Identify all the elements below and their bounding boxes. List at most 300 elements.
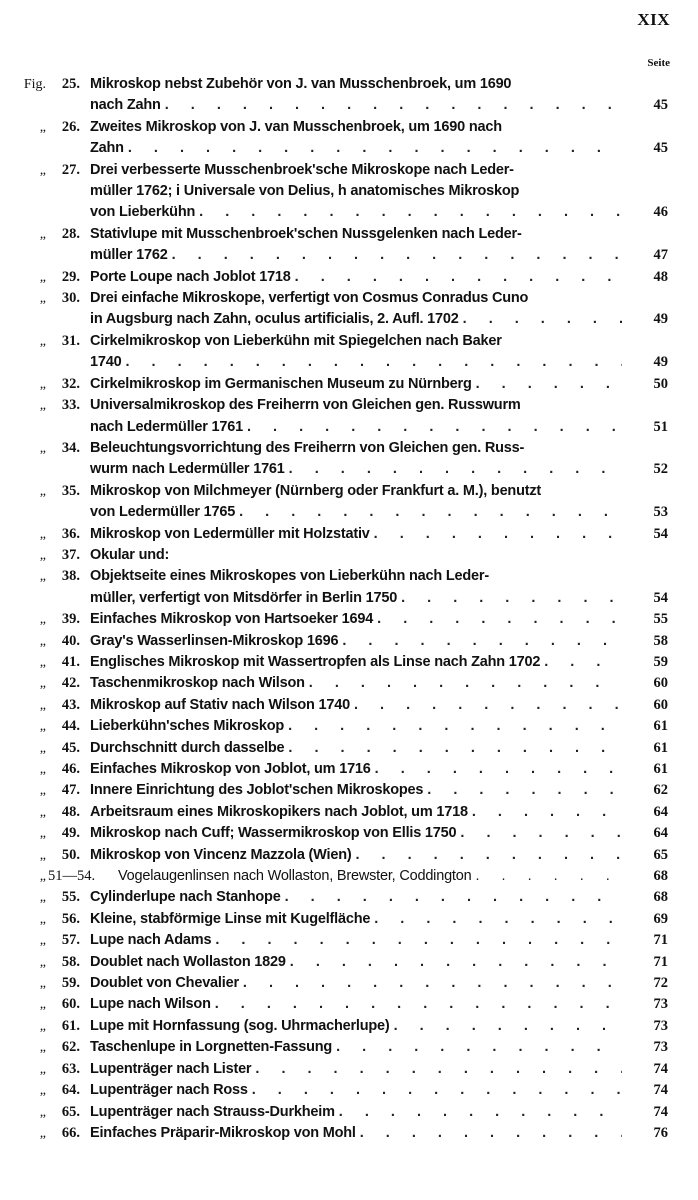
figure-prefix: „ [39,804,46,820]
caption-line [90,117,622,138]
page-number: 45 [653,140,668,157]
dot-leader [247,417,622,438]
caption-line [90,309,622,330]
figure-prefix: „ [39,526,46,542]
figure-caption [90,566,622,609]
caption-line [90,417,622,438]
caption-line [90,631,622,652]
caption-line [90,202,622,223]
caption-line [90,652,622,673]
figure-caption [90,545,622,566]
caption-line [90,267,622,288]
figure-entry [0,952,698,973]
dot-leader [295,267,622,288]
figure-caption [90,117,622,160]
figure-number: 25. [61,76,80,92]
figure-entry [0,973,698,994]
caption-text: Taschenmikroskop nach Wilson [90,675,305,692]
caption-text: Einfaches Mikroskop von Joblot, um 1716 [90,761,371,777]
caption-line [90,374,622,395]
figure-entry [0,1102,698,1123]
figure-caption [90,1016,622,1037]
caption-text: Objektseite eines Mikroskopes von Lieberkühn nach Leder- [90,568,489,585]
page-number: 73 [653,1039,668,1056]
figure-caption [90,481,622,524]
caption-line [118,866,622,887]
figure-caption [90,716,622,737]
figure-entry [0,802,698,823]
page-number: 60 [653,696,668,713]
figure-list [0,74,698,1144]
caption-text: Mikroskop nebst Zubehör von J. van Musschenbroek, um 1690 [90,76,512,92]
figure-caption [90,994,622,1015]
dot-leader [394,1016,622,1037]
caption-text: Zweites Mikroskop von J. van Musschenbroek, um 1690 nach [90,118,502,135]
figure-number: 45. [61,739,80,756]
caption-text: Lupenträger nach Strauss-Durkheim [90,1103,335,1120]
figure-caption [90,1080,622,1101]
caption-text: Doublet von Chevalier [90,975,239,992]
figure-entry [0,716,698,737]
figure-prefix: „ [39,376,46,392]
caption-line [90,160,622,181]
page-number: 48 [653,268,668,285]
figure-number: 33. [61,397,80,414]
figure-number: 41. [61,653,80,670]
caption-text: Einfaches Präparir-Mikroskop von Mohl [90,1124,356,1141]
figure-number: 37. [61,546,80,563]
figure-entry [0,759,698,780]
page-number: 53 [653,504,668,521]
figure-caption [90,802,622,823]
figure-caption [90,695,622,716]
figure-caption [90,759,622,780]
figure-number: 32. [61,375,80,392]
figure-number: 42. [61,675,80,692]
dot-leader [463,309,622,330]
figure-caption [90,438,622,481]
figure-number: 39. [61,611,80,628]
figure-entry [0,481,698,524]
caption-line [90,331,622,352]
figure-entry [0,994,698,1015]
figure-caption [90,652,622,673]
dot-leader [128,138,622,159]
figure-prefix: „ [39,1083,46,1099]
figure-number: 51—54. [48,868,96,885]
figure-caption [90,267,622,288]
figure-number: 43. [61,696,80,713]
caption-text: Gray's Wasserlinsen-Mikroskop 1696 [90,632,339,649]
caption-line [90,952,622,973]
caption-text: müller 1762 [90,247,168,264]
figure-number: 65. [61,1103,80,1120]
figure-prefix: „ [39,890,46,906]
figure-entry [0,288,698,331]
figure-entry [0,652,698,673]
figure-number: 55. [61,889,80,906]
page-number: 61 [653,718,668,735]
figure-number: 49. [61,825,80,842]
page-column-label: Seite [647,57,670,69]
figure-entry [0,673,698,694]
dot-leader [288,738,622,759]
caption-text: Lieberkühn'sches Mikroskop [90,718,285,735]
dot-leader [356,845,623,866]
caption-text: Lupenträger nach Lister [90,1060,252,1077]
caption-line [90,352,622,373]
caption-line [90,95,622,116]
caption-line [90,823,622,844]
figure-number: 46. [61,761,80,777]
figure-caption [90,909,622,930]
caption-text: Mikroskop von Vincenz Mazzola (Wien) [90,846,352,863]
dot-leader [401,588,622,609]
page-number: 73 [653,1017,668,1034]
caption-line [90,716,622,737]
page-number: 61 [653,739,668,756]
figure-number: 63. [61,1060,80,1077]
caption-text: Doublet nach Wollaston 1829 [90,953,286,970]
page-number: 74 [653,1103,668,1120]
caption-line [90,288,622,309]
dot-leader [290,952,622,973]
dot-leader [460,823,622,844]
figure-prefix: „ [39,740,46,756]
figure-entry [0,930,698,951]
figure-caption [90,1123,622,1144]
page-number: 68 [653,889,668,906]
dot-leader [285,887,622,908]
caption-text: wurm nach Ledermüller 1761 [90,461,285,478]
dot-leader [476,374,622,395]
figure-prefix: „ [39,676,46,692]
caption-line [90,481,622,502]
figure-number: 30. [61,290,80,307]
figure-caption [90,609,622,630]
page-number: 49 [653,354,668,371]
caption-line [90,1037,622,1058]
caption-line [90,973,622,994]
figure-caption [90,74,622,117]
figure-caption [90,224,622,267]
figure-caption [90,374,622,395]
figure-entry [0,374,698,395]
caption-line [90,780,622,801]
dot-leader [215,994,622,1015]
figure-caption [90,673,622,694]
figure-caption [90,631,622,652]
page-number: 51 [653,418,668,435]
figure-number: 56. [61,910,80,927]
caption-text: nach Ledermüller 1761 [90,418,243,435]
figure-entry [0,438,698,481]
figure-entry [0,545,698,566]
caption-text: Kleine, stabförmige Linse mit Kugelfläche [90,910,371,927]
figure-number: 31. [61,332,80,349]
caption-text: Lupe nach Wilson [90,996,211,1013]
figure-entry [0,74,698,117]
figure-prefix: „ [39,633,46,649]
figure-number: 36. [61,525,80,542]
figure-prefix: „ [39,612,46,628]
dot-leader [374,524,622,545]
page-number: 71 [653,953,668,970]
caption-line [90,1080,622,1101]
page-number: 73 [653,996,668,1013]
caption-text: Arbeitsraum eines Mikroskopikers nach Joblot, um 1718 [90,803,468,820]
caption-text: Mikroskop von Milchmeyer (Nürnberg oder Frankfurt a. M.), benutzt [90,482,542,499]
figure-prefix: „ [39,954,46,970]
figure-prefix: „ [39,911,46,927]
figure-prefix: Fig. [23,77,46,92]
page-number: 47 [653,247,668,264]
figure-prefix: „ [39,654,46,670]
figure-caption [90,160,622,224]
figure-caption [90,973,622,994]
page-number: 46 [653,204,668,221]
caption-line [90,524,622,545]
figure-entry [0,609,698,630]
figure-entry [0,780,698,801]
figure-prefix: „ [39,1061,46,1077]
page-number: 50 [653,375,668,392]
caption-text: Okular und: [90,546,170,563]
caption-text: Lupenträger nach Ross [90,1082,248,1099]
page-number: 54 [653,589,668,606]
figure-caption [90,738,622,759]
page-number: 54 [653,525,668,542]
figure-prefix: „ [39,697,46,713]
caption-line [90,588,622,609]
caption-line [90,887,622,908]
figure-number: 44. [61,718,80,735]
figure-prefix: „ [39,1040,46,1056]
caption-line [90,566,622,587]
figure-entry [0,160,698,224]
dot-leader [255,1059,622,1080]
figure-caption [90,1059,622,1080]
figure-prefix: „ [39,1125,46,1141]
page-number: 55 [653,611,668,628]
figure-number: 62. [61,1039,80,1056]
caption-text: Mikroskop nach Cuff; Wassermikroskop von Ellis 1750 [90,825,457,842]
figure-prefix: „ [39,162,46,178]
figure-number: 50. [61,846,80,863]
page-number: 76 [653,1124,668,1141]
figure-prefix: „ [39,547,46,563]
figure-caption [90,331,622,374]
caption-line [90,395,622,416]
figure-prefix: „ [39,291,46,307]
figure-entry [0,267,698,288]
dot-leader [215,930,622,951]
figure-prefix: „ [39,333,46,349]
figure-number: 47. [61,782,80,799]
page-number: 74 [653,1082,668,1099]
page-number: 71 [653,932,668,949]
caption-text: Lupe nach Adams [90,932,212,949]
caption-text: Mikroskop von Ledermüller mit Holzstativ [90,525,370,542]
dot-leader [239,502,622,523]
caption-line [90,224,622,245]
figure-number: 58. [61,953,80,970]
caption-text: Drei einfache Mikroskope, verfertigt von Cosmus Conradus Cuno [90,290,529,307]
figure-caption [90,823,622,844]
dot-leader [336,1037,622,1058]
figure-entry [0,631,698,652]
caption-line [90,1016,622,1037]
figure-prefix: „ [39,719,46,735]
figure-caption [90,288,622,331]
figure-caption [90,524,622,545]
caption-line [90,930,622,951]
figure-number: 26. [61,118,80,135]
caption-line [90,438,622,459]
caption-line [90,802,622,823]
caption-text: Stativlupe mit Musschenbroek'schen Nussgelenken nach Leder- [90,225,522,242]
figure-prefix: „ [39,398,46,414]
figure-caption [90,1102,622,1123]
caption-text: Cylinderlupe nach Stanhope [90,889,281,906]
caption-line [90,759,622,780]
figure-prefix: „ [39,847,46,863]
page-number: 72 [653,975,668,992]
figure-entry [0,845,698,866]
caption-line [90,738,622,759]
page-number: 61 [653,761,668,777]
caption-line [90,138,622,159]
page-number: 49 [653,311,668,328]
caption-line [90,994,622,1015]
caption-line [90,181,622,202]
figure-number: 40. [61,632,80,649]
dot-leader [472,802,622,823]
figure-caption [90,930,622,951]
caption-text: 1740 [90,354,122,371]
figure-entry [0,1037,698,1058]
caption-text: Durchschnitt durch dasselbe [90,739,285,756]
dot-leader [172,245,622,266]
dot-leader [252,1080,622,1101]
figure-entry [0,823,698,844]
page-header-roman-numeral: XIX [637,10,670,29]
dot-leader [342,631,622,652]
caption-line [90,459,622,480]
figure-entry [0,1016,698,1037]
dot-leader [309,673,622,694]
page-number: 60 [653,675,668,692]
figure-prefix: „ [39,997,46,1013]
figure-prefix: „ [39,226,46,242]
page-number: 62 [653,782,668,799]
page-number: 59 [653,653,668,670]
dot-leader [375,759,622,780]
figure-number: 48. [61,803,80,820]
figure-entry [0,566,698,609]
page-number: 58 [653,632,668,649]
figure-entry [0,1123,698,1144]
caption-text: Englisches Mikroskop mit Wassertropfen als Linse nach Zahn 1702 [90,653,541,670]
figure-number: 29. [61,268,80,285]
figure-entry [0,1080,698,1101]
caption-text: Cirkelmikroskop im Germanischen Museum zu Nürnberg [90,375,472,392]
caption-text: von Ledermüller 1765 [90,504,236,521]
figure-entry [0,695,698,716]
figure-caption [90,952,622,973]
caption-text: Universalmikroskop des Freiherrn von Gleichen gen. Russwurm [90,397,521,414]
figure-caption [118,866,622,887]
figure-entry [0,1059,698,1080]
caption-text: Zahn [90,140,124,157]
figure-number: 27. [61,161,80,178]
figure-entry [0,117,698,160]
dot-leader [360,1123,622,1144]
dot-leader [374,909,622,930]
figure-prefix: „ [39,483,46,499]
figure-caption [90,395,622,438]
page-number: 64 [653,825,668,842]
figure-entry [0,524,698,545]
figure-caption [90,1037,622,1058]
caption-line [90,1123,622,1144]
dot-leader [377,609,622,630]
figure-prefix: „ [39,976,46,992]
figure-caption [90,845,622,866]
caption-text: Beleuchtungsvorrichtung des Freiherrn von Gleichen gen. Russ- [90,439,525,456]
figure-number: 35. [61,482,80,499]
dot-leader [354,695,622,716]
caption-text: Einfaches Mikroskop von Hartsoeker 1694 [90,611,374,628]
dot-leader [544,652,622,673]
caption-text: nach Zahn [90,97,161,114]
figure-number: 28. [61,225,80,242]
figure-prefix: „ [39,569,46,585]
figure-prefix: „ [39,869,46,885]
figure-prefix: „ [39,826,46,842]
page-number: 45 [653,97,668,114]
figure-caption [90,887,622,908]
caption-line [90,909,622,930]
figure-prefix: „ [39,783,46,799]
caption-line [90,673,622,694]
caption-line [90,1059,622,1080]
figure-entry [0,909,698,930]
caption-text: Porte Loupe nach Joblot 1718 [90,268,291,285]
page-number: 65 [653,846,668,863]
figure-entry [0,224,698,267]
dot-leader [165,95,622,116]
dot-leader [339,1102,622,1123]
dot-leader [199,202,622,223]
figure-prefix: „ [39,933,46,949]
figure-entry [0,887,698,908]
caption-text: Lupe mit Hornfassung (sog. Uhrmacherlupe) [90,1017,390,1034]
caption-line [90,502,622,523]
dot-leader [288,716,622,737]
caption-line [90,545,622,566]
figure-prefix: „ [39,762,46,777]
figure-number: 59. [61,975,80,992]
page-number: 52 [653,461,668,478]
caption-line [90,609,622,630]
caption-text: Innere Einrichtung des Joblot'schen Mikroskopes [90,782,424,799]
caption-text: Drei verbesserte Musschenbroek'sche Mikroskope nach Leder- [90,161,514,178]
caption-line [90,1102,622,1123]
caption-text: Taschenlupe in Lorgnetten-Fassung [90,1039,333,1056]
dot-leader [243,973,622,994]
figure-number: 34. [61,439,80,456]
